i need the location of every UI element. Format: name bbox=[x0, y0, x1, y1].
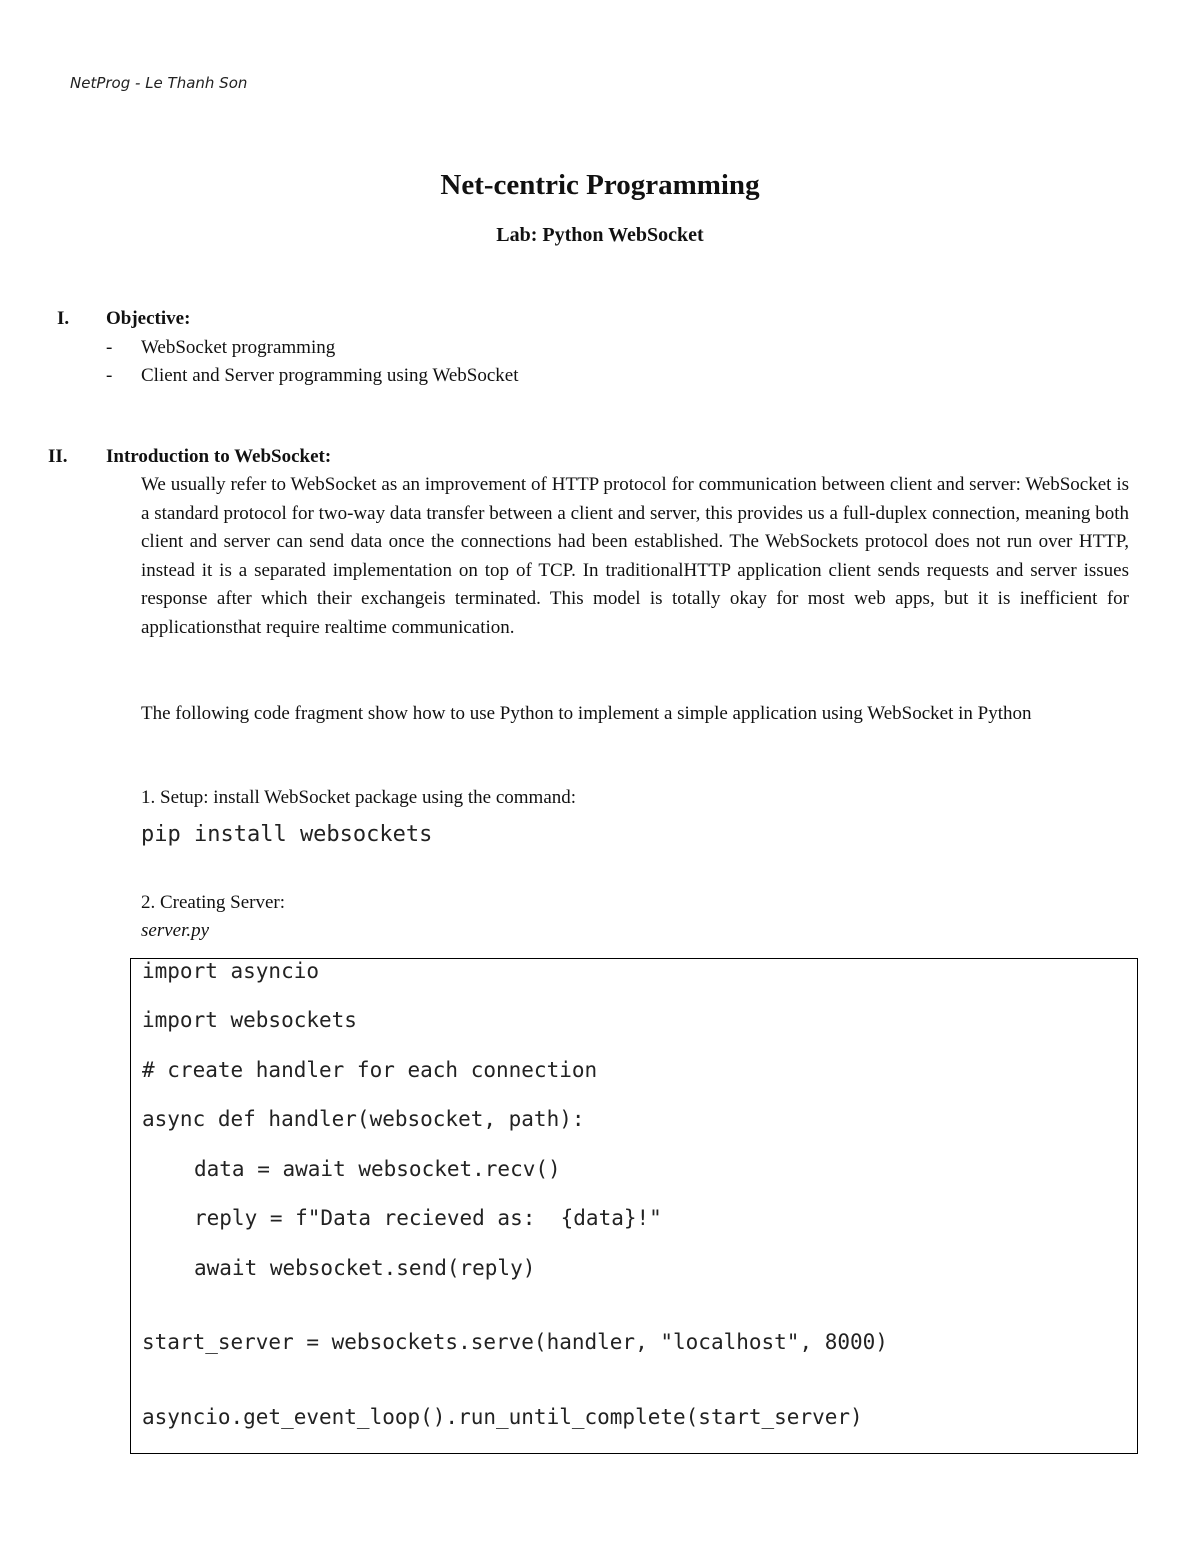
code-line: # create handler for each connection bbox=[142, 1058, 598, 1082]
list-item-text: WebSocket programming bbox=[141, 337, 336, 358]
section-number-introduction: II. bbox=[48, 446, 68, 467]
code-intro-paragraph: The following code fragment show how to use Python to implement a simple application using WebSocket in Python bbox=[141, 703, 1032, 724]
intro-paragraph: We usually refer to WebSocket as an improvement of HTTP protocol for communication between client and server: WebSocket is a standard protocol for two-way data transfer between a client and server, this provides us a full-duplex connection, meaning both client and server can send data once the connections had been established. The WebSockets protocol does not run over HTTP, instead it is a separated implementation on top of TCP. In traditionalHTTP application client sends requests and server issues response after which their exchangeis terminated. This model is totally okay for most web apps, but it is inefficient for applicationsthat require realtime communication. bbox=[141, 474, 1129, 638]
list-item-text: Client and Server programming using WebSocket bbox=[141, 365, 519, 386]
code-line: async def handler(websocket, path): bbox=[142, 1107, 585, 1131]
running-header: NetProg - Le Thanh Son bbox=[70, 74, 248, 92]
code-line: reply = f"Data recieved as: {data}!" bbox=[194, 1206, 662, 1230]
section-number-objective: I. bbox=[57, 308, 70, 329]
setup-step: 1. Setup: install WebSocket package using the command: bbox=[141, 787, 577, 808]
code-block bbox=[130, 958, 1138, 1454]
code-line: import websockets bbox=[142, 1008, 357, 1032]
bullet-dash-icon: - bbox=[106, 337, 113, 358]
section-title-objective: Objective: bbox=[106, 308, 191, 329]
code-line: data = await websocket.recv() bbox=[194, 1157, 561, 1181]
code-filename: server.py bbox=[141, 920, 210, 941]
code-line: asyncio.get_event_loop().run_until_complete(start_server) bbox=[142, 1405, 863, 1429]
bullet-dash-icon: - bbox=[106, 365, 113, 386]
code-line: import asyncio bbox=[142, 959, 320, 983]
install-command: pip install websockets bbox=[141, 822, 433, 847]
code-line: await websocket.send(reply) bbox=[194, 1256, 536, 1280]
section-title-introduction: Introduction to WebSocket: bbox=[106, 446, 332, 467]
server-step: 2. Creating Server: bbox=[141, 892, 286, 913]
code-line: start_server = websockets.serve(handler, "localhost", 8000) bbox=[142, 1330, 888, 1354]
document-subtitle: Lab: Python WebSocket bbox=[496, 224, 704, 246]
document-title: Net-centric Programming bbox=[440, 169, 760, 201]
